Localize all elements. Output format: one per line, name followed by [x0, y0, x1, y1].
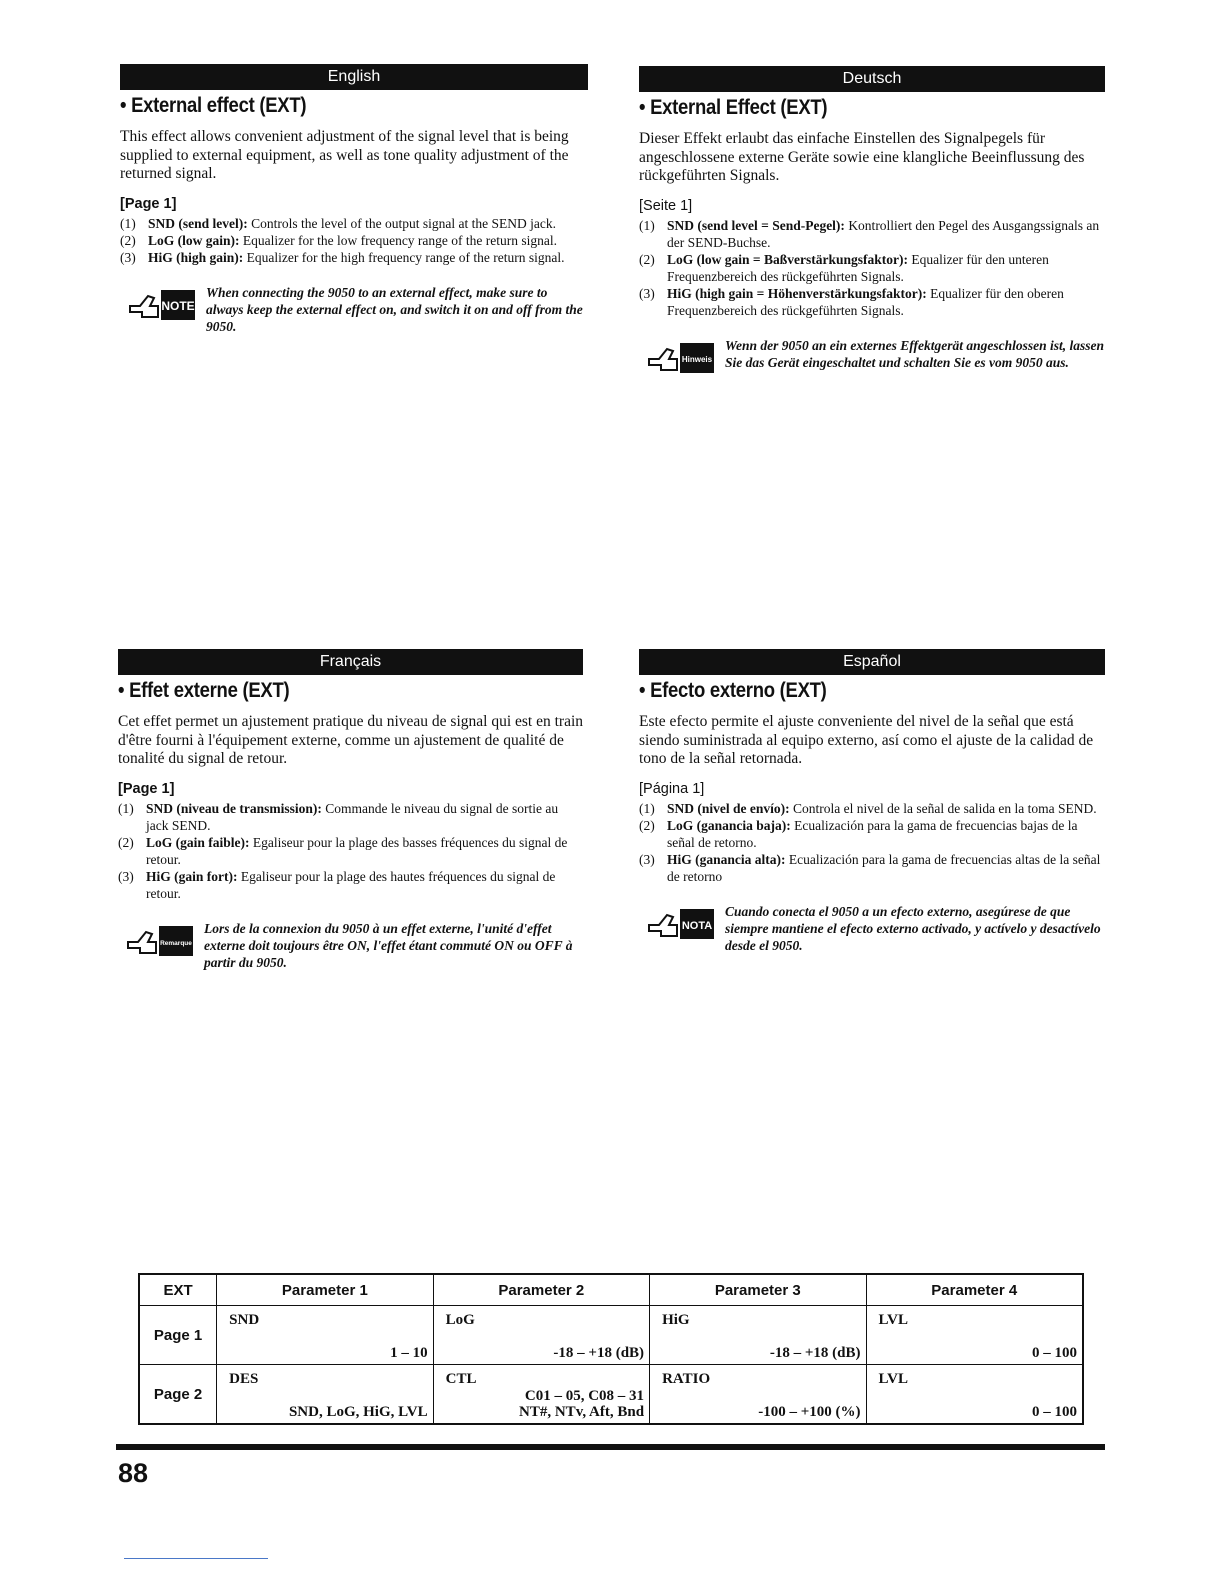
item-number: (1) [120, 215, 136, 231]
note-box [118, 920, 583, 972]
table-cell [866, 1365, 1083, 1425]
page-number: 88 [118, 1458, 149, 1488]
bottom-rule [116, 1444, 1105, 1450]
param-desc: Equalizer für den unteren Frequenzbereich des rückgeführten Signals. [667, 251, 1049, 284]
param-range [519, 1388, 644, 1420]
param-name: HiG [662, 1312, 690, 1328]
row-label: Page 2 [139, 1365, 217, 1425]
param-desc: Controla el nivel de la señal de salida en la toma SEND. [793, 800, 1097, 816]
section-english [120, 64, 588, 336]
item-number: (1) [118, 800, 134, 816]
parameter-item [118, 800, 583, 834]
param-name: CTL [445, 1371, 477, 1387]
note-box [639, 337, 1105, 389]
intro-paragraph: Cet effet permet un ajustement pratique du niveau de signal qui est en train d'être fourni à l'équipement externe, comme un ajustement de qualité de tonalité du signal de retour. [118, 713, 583, 767]
param-term: LoG (low gain): [148, 232, 240, 248]
param-term: SND (send level): [148, 215, 248, 231]
param-term: SND (niveau de transmission): [146, 800, 322, 816]
note-badge-text: NOTE [161, 298, 195, 313]
table-header: EXT [139, 1274, 217, 1306]
note-text: Cuando conecta el 9050 a un efecto externo, asegúrese de que siempre mantiene el efecto externo activado, y actívelo y desactívelo desde el 9050. [725, 903, 1101, 953]
table-cell [650, 1365, 866, 1425]
parameter-item [639, 217, 1105, 251]
page-label: [Page 1] [120, 195, 177, 212]
item-number: (1) [639, 800, 655, 816]
parameter-list [118, 800, 583, 902]
parameter-list [639, 217, 1105, 319]
section-heading: • External effect (EXT) [120, 94, 307, 117]
table-header: Parameter 1 [217, 1274, 433, 1306]
page-label: [Seite 1] [639, 197, 693, 214]
param-term: HiG (ganancia alta): [667, 851, 786, 867]
page-label: [Página 1] [639, 780, 705, 797]
section-francais [118, 649, 583, 972]
item-number: (2) [118, 834, 134, 850]
note-text: Wenn der 9050 an ein externes Effektgerät angeschlossen ist, lassen Sie das Gerät eingeschaltet und schalten Sie es vom 9050 aus. [725, 337, 1105, 370]
param-range: SND, LoG, HiG, LVL [288, 1404, 428, 1420]
item-number: (2) [639, 817, 655, 833]
parameter-table [138, 1273, 1084, 1425]
intro-paragraph: Este efecto permite el ajuste conveniente del nivel de la señal que está siendo suministrada al equipo externo, así como el ajuste de la calidad de tono de la señal retornada. [639, 713, 1094, 767]
item-number: (3) [639, 285, 655, 301]
item-number: (3) [118, 868, 134, 884]
item-number: (1) [639, 217, 655, 233]
pointing-hand-note-icon [647, 339, 717, 375]
table-header: Parameter 3 [650, 1274, 866, 1306]
parameter-item [120, 249, 588, 266]
footer-underline [124, 1558, 268, 1559]
param-term: HiG (high gain): [148, 249, 244, 265]
intro-paragraph: This effect allows convenient adjustment of the signal level that is being supplied to external equipment, as well as tone quality adjustment of the returned signal. [120, 128, 569, 182]
param-desc: Kontrolliert den Pegel des Ausgangssignals an der SEND-Buchse. [667, 217, 1100, 250]
note-badge-text: NOTA [681, 919, 713, 932]
pointing-hand-note-icon [647, 905, 717, 941]
param-term: SND (send level = Send-Pegel): [667, 217, 845, 233]
section-heading: • External Effect (EXT) [639, 96, 828, 119]
parameter-item [639, 800, 1105, 817]
note-badge-text: Remarque [160, 939, 192, 947]
note-badge-text: Hinweis [681, 354, 713, 364]
parameter-item [639, 251, 1105, 285]
row-label: Page 1 [139, 1306, 217, 1365]
note-text: Lors de la connexion du 9050 à un effet externe, l'unité d'effet externe doit toujours être ON, l'effet étant commuté ON ou OFF à partir du 9050. [204, 920, 573, 970]
section-espanol [639, 649, 1105, 955]
param-desc: Ecualización para la gama de frecuencias bajas de la señal de retorno. [667, 817, 1078, 850]
param-term: LoG (gain faible): [146, 834, 250, 850]
pointing-hand-note-icon [128, 286, 198, 322]
pointing-hand-note-icon [126, 922, 196, 958]
intro-paragraph: Dieser Effekt erlaubt das einfache Einstellen des Signalpegels für angeschlossene externe Geräte sowie eine klangliche Beeinflussung des rückgeführten Signals. [639, 130, 1085, 184]
param-desc: Ecualización para la gama de frecuencias altas de la señal de retorno [667, 851, 1101, 884]
param-name: LVL [878, 1312, 908, 1328]
param-range: 0 – 100 [1032, 1404, 1077, 1420]
language-bar: Français [118, 649, 583, 675]
param-range: -18 – +18 (dB) [553, 1345, 645, 1361]
parameter-item [120, 215, 588, 232]
note-box [120, 284, 588, 336]
param-range: -100 – +100 (%) [758, 1404, 861, 1420]
table-cell [866, 1306, 1083, 1365]
table-row [139, 1306, 1083, 1365]
section-deutsch [639, 66, 1105, 389]
parameter-item [118, 834, 583, 868]
param-name: LVL [878, 1371, 908, 1387]
table-cell [433, 1365, 649, 1425]
param-name: DES [229, 1371, 259, 1387]
item-number: (3) [639, 851, 655, 867]
table-cell [433, 1306, 649, 1365]
param-desc: Egaliseur pour la plage des basses fréquences du signal de retour. [146, 834, 568, 867]
parameter-item [118, 868, 583, 902]
table-cell [217, 1306, 433, 1365]
range-line: NT#, NTv, Aft, Bnd [519, 1404, 645, 1420]
parameter-item [120, 232, 588, 249]
parameter-list [120, 215, 588, 266]
param-desc: Equalizer für den oberen Frequenzbereich des rückgeführten Signals. [667, 285, 1064, 318]
language-bar: Deutsch [639, 66, 1105, 92]
item-number: (2) [120, 232, 136, 248]
param-range: 0 – 100 [1032, 1345, 1077, 1361]
section-heading: • Efecto externo (EXT) [639, 679, 827, 702]
note-box [639, 903, 1105, 955]
note-text: When connecting the 9050 to an external effect, make sure to always keep the external effect on, and switch it on and off from the 9050. [206, 284, 583, 334]
page-label: [Page 1] [118, 780, 175, 797]
language-bar: English [120, 64, 588, 90]
param-desc: Controls the level of the output signal at the SEND jack. [251, 215, 556, 231]
param-desc: Equalizer for the high frequency range of the return signal. [246, 249, 565, 265]
param-range: 1 – 10 [390, 1345, 428, 1361]
param-desc: Commande le niveau du signal de sortie au jack SEND. [146, 800, 559, 833]
table-row [139, 1365, 1083, 1425]
param-term: LoG (low gain = Baßverstärkungsfaktor): [667, 251, 908, 267]
table-header: Parameter 4 [866, 1274, 1083, 1306]
param-desc: Equalizer for the low frequency range of the return signal. [242, 232, 558, 248]
table-header: Parameter 2 [433, 1274, 649, 1306]
param-name: SND [229, 1312, 260, 1328]
param-term: HiG (gain fort): [146, 868, 238, 884]
table-cell [217, 1365, 433, 1425]
parameter-item [639, 851, 1105, 885]
item-number: (3) [120, 249, 136, 265]
table-cell [650, 1306, 866, 1365]
param-term: LoG (ganancia baja): [667, 817, 791, 833]
parameter-item [639, 285, 1105, 319]
range-line: C01 – 05, C08 – 31 [524, 1388, 645, 1404]
param-term: SND (nivel de envío): [667, 800, 790, 816]
table-header-row [139, 1274, 1083, 1306]
parameter-item [639, 817, 1105, 851]
param-desc: Egaliseur pour la plage des hautes fréquences du signal de retour. [146, 868, 556, 901]
parameter-list [639, 800, 1105, 885]
item-number: (2) [639, 251, 655, 267]
language-bar: Español [639, 649, 1105, 675]
param-name: RATIO [662, 1371, 711, 1387]
param-term: HiG (high gain = Höhenverstärkungsfaktor): [667, 285, 927, 301]
param-name: LoG [445, 1312, 475, 1328]
section-heading: • Effet externe (EXT) [118, 679, 290, 702]
param-range: -18 – +18 (dB) [769, 1345, 861, 1361]
